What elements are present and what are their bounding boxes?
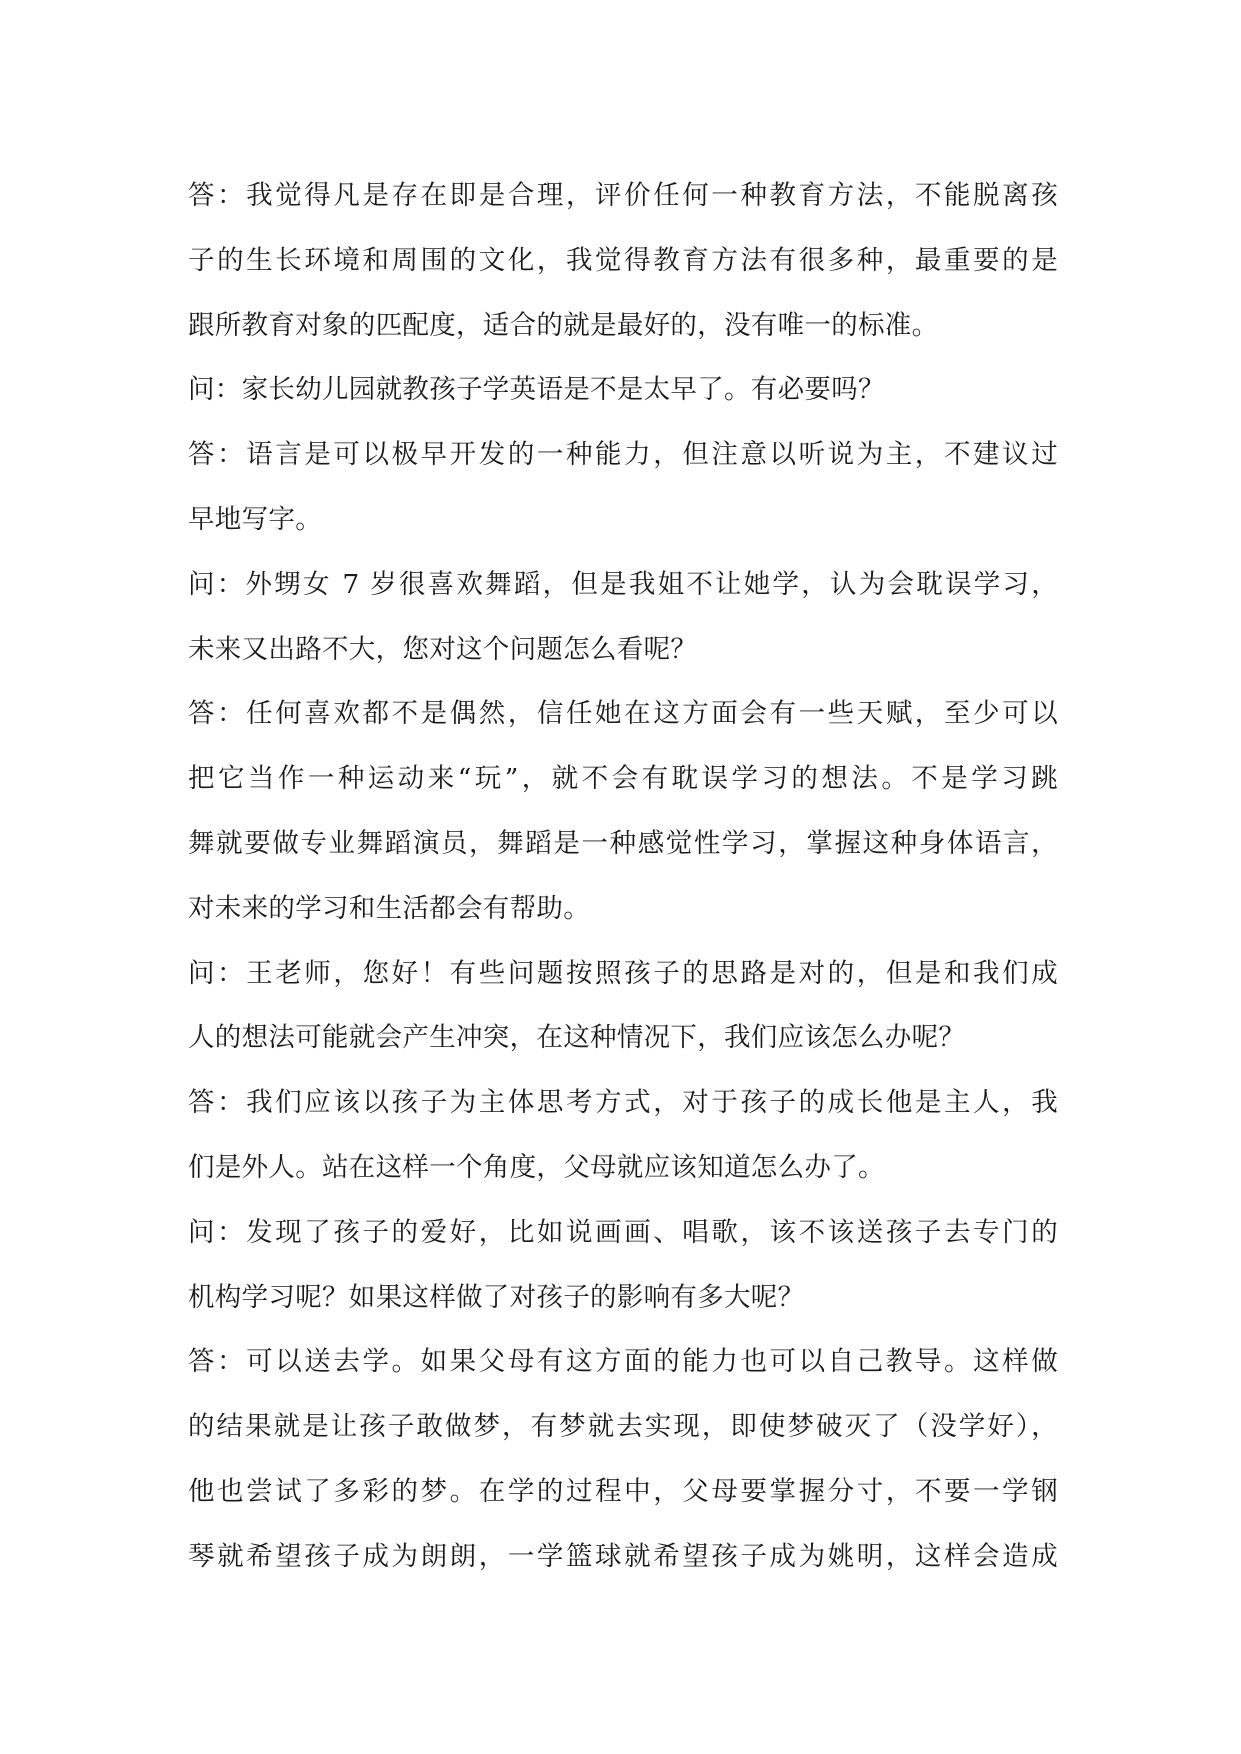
text-line: 未来又出路不大，您对这个问题怎么看呢？ bbox=[188, 633, 698, 665]
question-paragraph bbox=[188, 942, 1058, 1072]
question-paragraph bbox=[188, 1201, 1058, 1331]
text-line: 答：可以送去学。如果父母有这方面的能力也可以自己教导。这样做 bbox=[188, 1346, 1058, 1378]
answer-paragraph bbox=[188, 164, 1058, 358]
text-line: 问：外甥女 7 岁很喜欢舞蹈，但是我姐不让她学，认为会耽误学习， bbox=[188, 568, 1058, 600]
text-line: 把它当作一种运动来“玩”，就不会有耽误学习的想法。不是学习跳 bbox=[188, 763, 1058, 795]
text-line: 问：发现了孩子的爱好，比如说画画、唱歌，该不该送孩子去专门的 bbox=[188, 1216, 1058, 1248]
answer-paragraph bbox=[188, 1071, 1058, 1201]
text-line: 问：家长幼儿园就教孩子学英语是不是太早了。有必要吗？ bbox=[188, 374, 885, 406]
text-line: 子的生长环境和周围的文化，我觉得教育方法有很多种，最重要的是 bbox=[188, 244, 1058, 276]
text-line: 们是外人。站在这样一个角度，父母就应该知道怎么办了。 bbox=[188, 1151, 885, 1183]
text-line: 的结果就是让孩子敢做梦，有梦就去实现，即使梦破灭了（没学好）， bbox=[188, 1411, 1058, 1443]
question-paragraph bbox=[188, 553, 1058, 683]
text-line: 机构学习呢？如果这样做了对孩子的影响有多大呢？ bbox=[188, 1281, 805, 1313]
text-line: 跟所教育对象的匹配度，适合的就是最好的，没有唯一的标准。 bbox=[188, 309, 939, 341]
text-line: 问：王老师，您好！有些问题按照孩子的思路是对的，但是和我们成 bbox=[188, 957, 1058, 989]
text-line: 琴就希望孩子成为朗朗，一学篮球就希望孩子成为姚明，这样会造成 bbox=[188, 1540, 1058, 1572]
text-line: 答：我觉得凡是存在即是合理，评价任何一种教育方法，不能脱离孩 bbox=[188, 180, 1058, 211]
document-page bbox=[188, 164, 1058, 1590]
question-paragraph bbox=[188, 358, 1058, 423]
text-line: 人的想法可能就会产生冲突，在这种情况下，我们应该怎么办呢？ bbox=[188, 1022, 966, 1054]
text-line: 答：我们应该以孩子为主体思考方式，对于孩子的成长他是主人，我 bbox=[188, 1087, 1058, 1119]
text-line: 他也尝试了多彩的梦。在学的过程中，父母要掌握分寸，不要一学钢 bbox=[188, 1475, 1058, 1507]
text-line: 早地写字。 bbox=[188, 503, 322, 535]
text-line: 对未来的学习和生活都会有帮助。 bbox=[188, 892, 590, 924]
answer-paragraph bbox=[188, 1330, 1058, 1589]
answer-paragraph bbox=[188, 682, 1058, 941]
text-line: 舞就要做专业舞蹈演员，舞蹈是一种感觉性学习，掌握这种身体语言， bbox=[188, 827, 1058, 859]
answer-paragraph bbox=[188, 423, 1058, 553]
text-line: 答：任何喜欢都不是偶然，信任她在这方面会有一些天赋，至少可以 bbox=[188, 698, 1058, 730]
text-line: 答：语言是可以极早开发的一种能力，但注意以听说为主，不建议过 bbox=[188, 439, 1058, 471]
